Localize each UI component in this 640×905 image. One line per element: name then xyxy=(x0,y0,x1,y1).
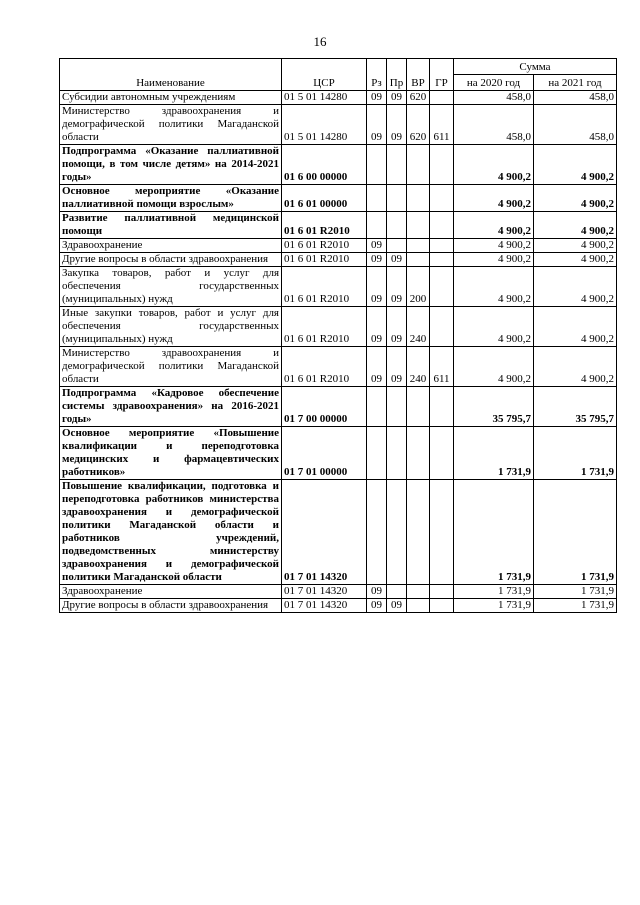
cell-sum-2021: 4 900,2 xyxy=(534,267,617,307)
cell-sum-2021: 458,0 xyxy=(534,91,617,105)
cell-name: Другие вопросы в области здравоохранения xyxy=(60,253,282,267)
cell-sum-2020: 4 900,2 xyxy=(454,307,534,347)
cell-rz: 09 xyxy=(367,599,387,613)
cell-csr: 01 6 01 R2010 xyxy=(282,253,367,267)
table-row xyxy=(60,212,617,239)
cell-pr: 09 xyxy=(387,347,407,387)
cell-vr xyxy=(407,145,430,185)
budget-table xyxy=(59,58,617,613)
cell-sum-2020: 4 900,2 xyxy=(454,185,534,212)
header-csr: ЦСР xyxy=(282,59,367,91)
cell-rz: 09 xyxy=(367,267,387,307)
cell-sum-2020: 4 900,2 xyxy=(454,253,534,267)
cell-csr: 01 6 01 00000 xyxy=(282,185,367,212)
cell-vr xyxy=(407,239,430,253)
cell-sum-2021: 458,0 xyxy=(534,105,617,145)
table-row xyxy=(60,599,617,613)
cell-sum-2020: 458,0 xyxy=(454,105,534,145)
cell-pr: 09 xyxy=(387,307,407,347)
header-year-2021: на 2021 год xyxy=(534,75,617,91)
cell-name: Развитие паллиативной медицинской помощи xyxy=(60,212,282,239)
table-row xyxy=(60,105,617,145)
cell-csr: 01 6 01 R2010 xyxy=(282,267,367,307)
cell-name: Здравоохранение xyxy=(60,585,282,599)
cell-sum-2020: 1 731,9 xyxy=(454,599,534,613)
cell-pr xyxy=(387,427,407,480)
cell-sum-2021: 4 900,2 xyxy=(534,212,617,239)
table-row xyxy=(60,185,617,212)
cell-sum-2020: 4 900,2 xyxy=(454,267,534,307)
cell-pr xyxy=(387,212,407,239)
cell-vr: 240 xyxy=(407,347,430,387)
cell-pr xyxy=(387,185,407,212)
cell-rz xyxy=(367,185,387,212)
cell-csr: 01 6 01 R2010 xyxy=(282,347,367,387)
cell-gr xyxy=(430,427,454,480)
cell-rz xyxy=(367,427,387,480)
cell-pr: 09 xyxy=(387,105,407,145)
cell-name: Другие вопросы в области здравоохранения xyxy=(60,599,282,613)
cell-sum-2020: 1 731,9 xyxy=(454,585,534,599)
cell-name: Повышение квалификации, подготовка и переподготовка работников министерства здравоохранения и демографической политики Магаданской области и работников учреждений, подведомственных министерству здравоохранения и демографической политики Магаданской области xyxy=(60,480,282,585)
table-row xyxy=(60,585,617,599)
cell-pr: 09 xyxy=(387,253,407,267)
cell-rz: 09 xyxy=(367,347,387,387)
cell-sum-2021: 35 795,7 xyxy=(534,387,617,427)
cell-vr: 620 xyxy=(407,91,430,105)
table-header xyxy=(60,59,617,91)
header-vr: ВР xyxy=(407,59,430,91)
cell-name: Субсидии автономным учреждениям xyxy=(60,91,282,105)
cell-name: Подпрограмма «Кадровое обеспечение системы здравоохранения» на 2016-2021 годы» xyxy=(60,387,282,427)
header-sum: Сумма xyxy=(454,59,617,75)
cell-pr xyxy=(387,585,407,599)
cell-vr: 200 xyxy=(407,267,430,307)
cell-pr xyxy=(387,387,407,427)
cell-name: Министерство здравоохранения и демографической политики Магаданской области xyxy=(60,105,282,145)
table-row xyxy=(60,347,617,387)
cell-gr xyxy=(430,145,454,185)
cell-csr: 01 6 01 R2010 xyxy=(282,307,367,347)
cell-rz: 09 xyxy=(367,105,387,145)
cell-gr xyxy=(430,185,454,212)
cell-vr xyxy=(407,185,430,212)
header-name: Наименование xyxy=(60,59,282,91)
cell-gr xyxy=(430,253,454,267)
cell-rz: 09 xyxy=(367,253,387,267)
table-row xyxy=(60,239,617,253)
cell-name: Подпрограмма «Оказание паллиативной помощи, в том числе детям» на 2014-2021 годы» xyxy=(60,145,282,185)
cell-vr xyxy=(407,480,430,585)
table-row xyxy=(60,145,617,185)
cell-gr xyxy=(430,387,454,427)
cell-pr: 09 xyxy=(387,91,407,105)
cell-pr xyxy=(387,480,407,585)
cell-rz xyxy=(367,145,387,185)
cell-name: Министерство здравоохранения и демографической политики Магаданской области xyxy=(60,347,282,387)
cell-gr: 611 xyxy=(430,105,454,145)
table-row xyxy=(60,480,617,585)
cell-csr: 01 7 01 14320 xyxy=(282,480,367,585)
cell-csr: 01 7 00 00000 xyxy=(282,387,367,427)
cell-sum-2020: 4 900,2 xyxy=(454,212,534,239)
table-row xyxy=(60,427,617,480)
cell-csr: 01 5 01 14280 xyxy=(282,91,367,105)
cell-name: Основное мероприятие «Повышение квалификации и переподготовка медицинских и фармацевтических работников» xyxy=(60,427,282,480)
cell-pr xyxy=(387,145,407,185)
page-number: 16 xyxy=(313,34,327,49)
cell-gr xyxy=(430,585,454,599)
cell-sum-2020: 4 900,2 xyxy=(454,145,534,185)
table-body xyxy=(60,91,617,613)
cell-sum-2020: 458,0 xyxy=(454,91,534,105)
cell-vr: 620 xyxy=(407,105,430,145)
cell-rz xyxy=(367,387,387,427)
header-pr: Пр xyxy=(387,59,407,91)
cell-csr: 01 7 01 14320 xyxy=(282,585,367,599)
cell-csr: 01 6 01 R2010 xyxy=(282,212,367,239)
cell-vr xyxy=(407,387,430,427)
cell-vr: 240 xyxy=(407,307,430,347)
cell-rz: 09 xyxy=(367,91,387,105)
cell-sum-2021: 4 900,2 xyxy=(534,253,617,267)
cell-rz: 09 xyxy=(367,585,387,599)
cell-rz: 09 xyxy=(367,239,387,253)
table-row xyxy=(60,387,617,427)
cell-vr xyxy=(407,599,430,613)
cell-sum-2020: 1 731,9 xyxy=(454,427,534,480)
cell-vr xyxy=(407,585,430,599)
header-rz: Рз xyxy=(367,59,387,91)
header-gr: ГР xyxy=(430,59,454,91)
cell-sum-2021: 1 731,9 xyxy=(534,599,617,613)
cell-name: Иные закупки товаров, работ и услуг для обеспечения государственных (муниципальных) нужд xyxy=(60,307,282,347)
cell-sum-2021: 4 900,2 xyxy=(534,239,617,253)
cell-name: Закупка товаров, работ и услуг для обеспечения государственных (муниципальных) нужд xyxy=(60,267,282,307)
cell-sum-2021: 4 900,2 xyxy=(534,347,617,387)
cell-sum-2021: 1 731,9 xyxy=(534,427,617,480)
cell-vr xyxy=(407,253,430,267)
cell-rz: 09 xyxy=(367,307,387,347)
cell-gr xyxy=(430,91,454,105)
cell-pr: 09 xyxy=(387,267,407,307)
cell-pr xyxy=(387,239,407,253)
cell-sum-2021: 1 731,9 xyxy=(534,480,617,585)
cell-gr xyxy=(430,239,454,253)
cell-rz xyxy=(367,480,387,585)
cell-csr: 01 7 01 00000 xyxy=(282,427,367,480)
cell-sum-2021: 4 900,2 xyxy=(534,145,617,185)
cell-csr: 01 6 01 R2010 xyxy=(282,239,367,253)
header-year-2020: на 2020 год xyxy=(454,75,534,91)
table-row xyxy=(60,253,617,267)
table-row xyxy=(60,91,617,105)
cell-pr: 09 xyxy=(387,599,407,613)
cell-sum-2021: 4 900,2 xyxy=(534,307,617,347)
cell-gr: 611 xyxy=(430,347,454,387)
cell-csr: 01 5 01 14280 xyxy=(282,105,367,145)
cell-sum-2020: 35 795,7 xyxy=(454,387,534,427)
cell-sum-2021: 4 900,2 xyxy=(534,185,617,212)
table-row xyxy=(60,267,617,307)
cell-name: Основное мероприятие «Оказание паллиативной помощи взрослым» xyxy=(60,185,282,212)
cell-rz xyxy=(367,212,387,239)
cell-csr: 01 7 01 14320 xyxy=(282,599,367,613)
cell-gr xyxy=(430,599,454,613)
table-row xyxy=(60,307,617,347)
cell-gr xyxy=(430,480,454,585)
cell-gr xyxy=(430,212,454,239)
cell-csr: 01 6 00 00000 xyxy=(282,145,367,185)
cell-gr xyxy=(430,307,454,347)
cell-sum-2020: 4 900,2 xyxy=(454,347,534,387)
cell-sum-2021: 1 731,9 xyxy=(534,585,617,599)
cell-name: Здравоохранение xyxy=(60,239,282,253)
cell-vr xyxy=(407,427,430,480)
cell-gr xyxy=(430,267,454,307)
cell-vr xyxy=(407,212,430,239)
cell-sum-2020: 1 731,9 xyxy=(454,480,534,585)
cell-sum-2020: 4 900,2 xyxy=(454,239,534,253)
